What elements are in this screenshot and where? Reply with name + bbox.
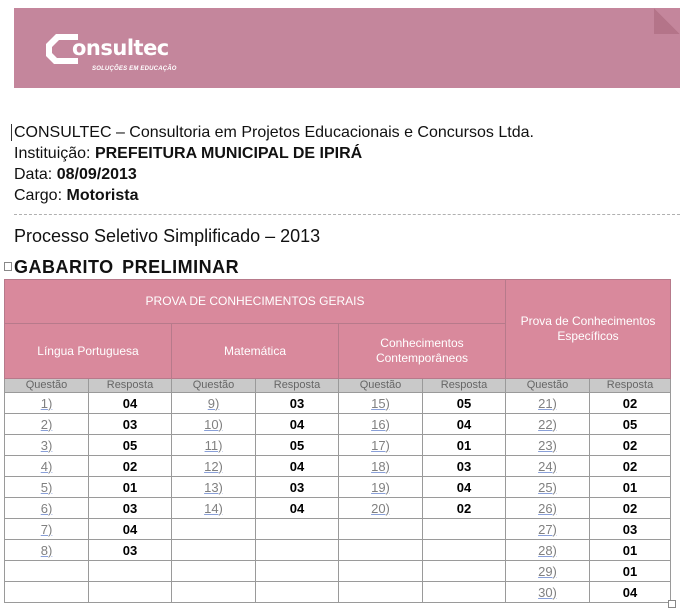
question-number-cell (339, 393, 423, 414)
question-number: 15) (371, 395, 390, 411)
question-number: 30) (538, 584, 557, 600)
answer-value: 03 (122, 542, 138, 558)
question-number: 2) (40, 416, 53, 432)
answer-value: 03 (622, 521, 638, 537)
question-number-cell (172, 498, 256, 519)
question-number: 29) (538, 563, 557, 579)
answer-cell (423, 435, 506, 456)
question-number: 5) (40, 479, 53, 495)
question-number-cell (506, 561, 590, 582)
institution-label: Instituição: (14, 145, 91, 162)
answer-cell (256, 519, 339, 540)
question-number: 24) (538, 458, 557, 474)
question-number-cell (172, 561, 256, 582)
question-number-cell (339, 540, 423, 561)
table-row (5, 561, 671, 582)
date-value: 08/09/2013 (56, 166, 137, 183)
question-number: 11) (204, 437, 223, 453)
answer-value: 01 (622, 479, 638, 495)
question-number: 17) (371, 437, 390, 453)
answer-cell (89, 582, 172, 603)
question-number: 9) (207, 395, 220, 411)
answer-cell (590, 519, 671, 540)
answer-value: 04 (289, 500, 305, 516)
question-number: 21) (538, 395, 557, 411)
section-portuguese-header: Língua Portuguesa (5, 324, 172, 379)
col-answer-label: Resposta (423, 379, 506, 393)
question-number-cell (172, 540, 256, 561)
answer-cell (89, 540, 172, 561)
logo-tagline: SOLUÇÕES EM EDUCAÇÃO (92, 66, 177, 72)
question-number-cell (339, 414, 423, 435)
answer-cell (590, 414, 671, 435)
answer-cell (89, 477, 172, 498)
answer-cell (423, 414, 506, 435)
answer-cell (423, 561, 506, 582)
answer-value: 03 (289, 395, 305, 411)
question-number: 13) (204, 479, 223, 495)
question-number-cell (5, 540, 89, 561)
table-row (5, 435, 671, 456)
answer-value: 02 (622, 437, 638, 453)
process-subtitle: Processo Seletivo Simplificado – 2013 (14, 226, 321, 246)
answer-value: 01 (122, 479, 138, 495)
question-number-cell (506, 498, 590, 519)
question-number: 23) (538, 437, 557, 453)
question-number: 19) (371, 479, 390, 495)
answer-cell (89, 393, 172, 414)
answer-cell (590, 540, 671, 561)
table-row (5, 456, 671, 477)
answer-cell (423, 582, 506, 603)
question-number: 16) (371, 416, 390, 432)
answer-cell (590, 435, 671, 456)
answer-value: 02 (122, 458, 138, 474)
question-number: 25) (538, 479, 557, 495)
question-number-cell (172, 435, 256, 456)
date-line (14, 164, 534, 185)
col-answer-label: Resposta (89, 379, 172, 393)
specific-knowledge-header: Prova de Conhecimentos Específicos (506, 280, 671, 379)
company-name: CONSULTEC – Consultoria em Projetos Educacionais e Concursos Ltda. (14, 124, 534, 141)
question-number: 6) (40, 500, 53, 516)
answer-cell (89, 456, 172, 477)
answer-cell (423, 456, 506, 477)
answer-value: 03 (456, 458, 472, 474)
question-number-cell (172, 414, 256, 435)
answer-cell (590, 456, 671, 477)
text-cursor (11, 124, 12, 141)
answer-value: 02 (622, 500, 638, 516)
answer-cell (256, 435, 339, 456)
answer-value: 05 (456, 395, 472, 411)
question-number: 22) (538, 416, 557, 432)
answer-value: 02 (622, 458, 638, 474)
answer-value: 03 (289, 479, 305, 495)
question-number-cell (172, 582, 256, 603)
answer-cell (256, 540, 339, 561)
document-info (14, 122, 534, 206)
table-anchor-handle[interactable] (4, 262, 12, 271)
date-label: Data: (14, 166, 53, 183)
answer-value: 01 (622, 563, 638, 579)
answer-value: 04 (289, 458, 305, 474)
question-number-cell (172, 519, 256, 540)
table-row (5, 393, 671, 414)
question-number-cell (506, 393, 590, 414)
question-number-cell (5, 435, 89, 456)
answer-cell (590, 498, 671, 519)
question-number-cell (506, 582, 590, 603)
answer-cell (89, 519, 172, 540)
gabarito-heading: GABARITO PRELIMINAR (14, 257, 240, 277)
question-number: 28) (538, 542, 557, 558)
column-subheader-row (5, 379, 671, 393)
institution-value: PREFEITURA MUNICIPAL DE IPIRÁ (94, 145, 363, 162)
col-question-label: Questão (506, 379, 590, 393)
question-number: 1) (40, 395, 53, 411)
answer-value: 04 (622, 584, 638, 600)
question-number-cell (5, 561, 89, 582)
answer-cell (423, 519, 506, 540)
answer-value: 04 (122, 521, 138, 537)
consultec-logo (42, 26, 182, 76)
col-answer-label: Resposta (256, 379, 339, 393)
answer-cell (256, 561, 339, 582)
answer-cell (590, 561, 671, 582)
page-fold-corner (654, 8, 680, 34)
answer-cell (423, 393, 506, 414)
section-contemporary-header: Conhecimentos Contemporâneos (339, 324, 506, 379)
company-line (14, 122, 534, 143)
table-row (5, 498, 671, 519)
question-number-cell (5, 414, 89, 435)
answer-key-table (4, 279, 671, 603)
col-question-label: Questão (339, 379, 423, 393)
section-divider (14, 214, 680, 215)
question-number: 20) (371, 500, 390, 516)
table-row (5, 540, 671, 561)
question-number-cell (506, 540, 590, 561)
answer-cell (590, 477, 671, 498)
question-number-cell (5, 393, 89, 414)
question-number-cell (5, 519, 89, 540)
question-number: 7) (40, 521, 53, 537)
question-number: 18) (371, 458, 390, 474)
question-number-cell (172, 477, 256, 498)
col-question-label: Questão (172, 379, 256, 393)
question-number-cell (5, 498, 89, 519)
question-number-cell (506, 477, 590, 498)
question-number-cell (506, 414, 590, 435)
question-number-cell (506, 435, 590, 456)
question-number: 14) (204, 500, 223, 516)
table-row (5, 414, 671, 435)
answer-value: 05 (122, 437, 138, 453)
header-banner (14, 8, 680, 88)
answer-value: 01 (622, 542, 638, 558)
question-number-cell (339, 477, 423, 498)
answer-value: 02 (622, 395, 638, 411)
question-number-cell (339, 519, 423, 540)
table-resize-handle[interactable] (668, 600, 676, 608)
answer-value: 01 (456, 437, 472, 453)
question-number: 12) (204, 458, 223, 474)
answer-value: 04 (456, 479, 472, 495)
answer-cell (89, 498, 172, 519)
question-number-cell (339, 456, 423, 477)
table-row (5, 519, 671, 540)
question-number: 3) (40, 437, 53, 453)
question-number-cell (339, 435, 423, 456)
question-number-cell (5, 456, 89, 477)
answer-cell (423, 498, 506, 519)
question-number-cell (5, 582, 89, 603)
col-answer-label: Resposta (590, 379, 671, 393)
answer-value: 05 (622, 416, 638, 432)
answer-cell (590, 582, 671, 603)
answer-cell (89, 414, 172, 435)
table-row (5, 582, 671, 603)
col-question-label: Questão (5, 379, 89, 393)
answer-cell (256, 414, 339, 435)
role-label: Cargo: (14, 187, 63, 204)
question-number: 10) (204, 416, 223, 432)
answer-value: 04 (122, 395, 138, 411)
answer-value: 04 (289, 416, 305, 432)
answer-cell (89, 435, 172, 456)
section-math-header: Matemática (172, 324, 339, 379)
role-line (14, 185, 534, 206)
question-number: 27) (538, 521, 557, 537)
question-number-cell (172, 393, 256, 414)
question-number-cell (506, 519, 590, 540)
table-row (5, 477, 671, 498)
answer-value: 04 (456, 416, 472, 432)
question-number: 8) (40, 542, 53, 558)
general-knowledge-header: PROVA DE CONHECIMENTOS GERAIS (5, 280, 506, 324)
question-number-cell (339, 561, 423, 582)
answer-cell (423, 540, 506, 561)
question-number-cell (339, 498, 423, 519)
question-number-cell (339, 582, 423, 603)
question-number-cell (172, 456, 256, 477)
answer-cell (256, 393, 339, 414)
question-number-cell (506, 456, 590, 477)
answer-value: 05 (289, 437, 305, 453)
answer-cell (256, 456, 339, 477)
answer-value: 02 (456, 500, 472, 516)
answer-value: 03 (122, 500, 138, 516)
answer-cell (256, 477, 339, 498)
answer-cell (89, 561, 172, 582)
answer-cell (256, 498, 339, 519)
logo-wordmark: onsultec (72, 36, 169, 60)
question-number-cell (5, 477, 89, 498)
answer-cell (423, 477, 506, 498)
institution-line (14, 143, 534, 164)
answer-cell (590, 393, 671, 414)
answer-cell (256, 582, 339, 603)
question-number: 4) (40, 458, 53, 474)
question-number: 26) (538, 500, 557, 516)
role-value: Motorista (66, 187, 139, 204)
answer-value: 03 (122, 416, 138, 432)
